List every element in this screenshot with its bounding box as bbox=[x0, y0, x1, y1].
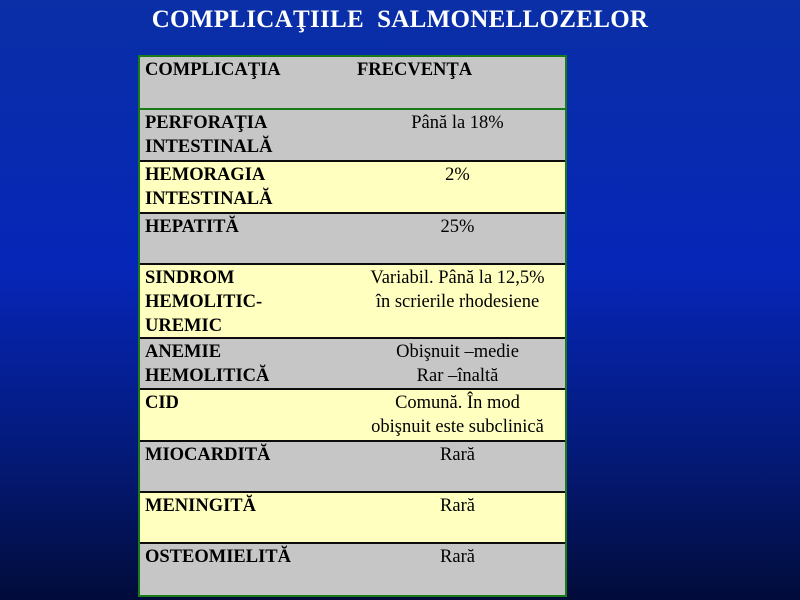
cell-line: INTESTINALĂ bbox=[145, 137, 273, 157]
complications-table bbox=[138, 55, 567, 597]
slide-title: COMPLICAŢIILE SALMONELLOZELOR bbox=[151, 6, 649, 33]
cell-line: OSTEOMIELITĂ bbox=[145, 547, 291, 567]
header-complication: COMPLICAŢIA bbox=[145, 60, 281, 80]
cell-line: MENINGITĂ bbox=[145, 496, 257, 516]
table-row bbox=[140, 544, 565, 595]
frequency-cell bbox=[350, 390, 565, 440]
cell-line: MIOCARDITĂ bbox=[145, 445, 271, 465]
complication-cell bbox=[140, 162, 350, 212]
table-row bbox=[140, 339, 565, 390]
cell-line: Variabil. Până la 12,5% bbox=[370, 268, 545, 288]
cell-line: Până la 18% bbox=[411, 113, 504, 133]
cell-line: în scrierile rhodesiene bbox=[375, 292, 540, 312]
complication-cell bbox=[140, 544, 350, 595]
table-row bbox=[140, 265, 565, 339]
cell-line: INTESTINALĂ bbox=[145, 189, 273, 209]
cell-line: Rară bbox=[440, 445, 475, 465]
frequency-cell bbox=[350, 339, 565, 388]
cell-line: HEMOLITIC- bbox=[145, 292, 263, 312]
table-row bbox=[140, 162, 565, 214]
cell-line: PERFORAŢIA bbox=[145, 113, 268, 133]
cell-line: Rară bbox=[440, 496, 475, 516]
table-row bbox=[140, 390, 565, 442]
cell-line: HEMOLITICĂ bbox=[145, 366, 270, 386]
cell-line: UREMIC bbox=[145, 316, 223, 336]
cell-line: ANEMIE bbox=[145, 342, 222, 362]
cell-line: 25% bbox=[440, 217, 475, 237]
complication-cell bbox=[140, 442, 350, 491]
complication-cell bbox=[140, 214, 350, 263]
table-row bbox=[140, 110, 565, 162]
cell-line: Rară bbox=[440, 547, 475, 567]
cell-line: SINDROM bbox=[145, 268, 235, 288]
header-frequency: FRECVENŢA bbox=[357, 60, 473, 80]
cell-line: 2% bbox=[445, 165, 470, 185]
complication-cell bbox=[140, 390, 350, 440]
frequency-cell bbox=[350, 265, 565, 337]
cell-line: obişnuit este subclinică bbox=[371, 417, 544, 437]
cell-line: HEMORAGIA bbox=[145, 165, 266, 185]
frequency-cell bbox=[350, 493, 565, 542]
complication-cell bbox=[140, 110, 350, 160]
frequency-cell bbox=[350, 544, 565, 595]
frequency-cell bbox=[350, 442, 565, 491]
table-header-row bbox=[140, 57, 565, 110]
frequency-cell bbox=[350, 214, 565, 263]
cell-line: CID bbox=[145, 393, 179, 413]
cell-line: Comună. În mod bbox=[395, 393, 520, 413]
cell-line: Rar –înaltă bbox=[416, 366, 499, 386]
table-row bbox=[140, 493, 565, 544]
complication-cell bbox=[140, 493, 350, 542]
frequency-cell bbox=[350, 162, 565, 212]
cell-line: Obişnuit –medie bbox=[396, 342, 519, 362]
table-row bbox=[140, 442, 565, 493]
cell-line: HEPATITĂ bbox=[145, 217, 239, 237]
complication-cell bbox=[140, 265, 350, 337]
frequency-cell bbox=[350, 110, 565, 160]
complication-cell bbox=[140, 339, 350, 388]
table-row bbox=[140, 214, 565, 265]
